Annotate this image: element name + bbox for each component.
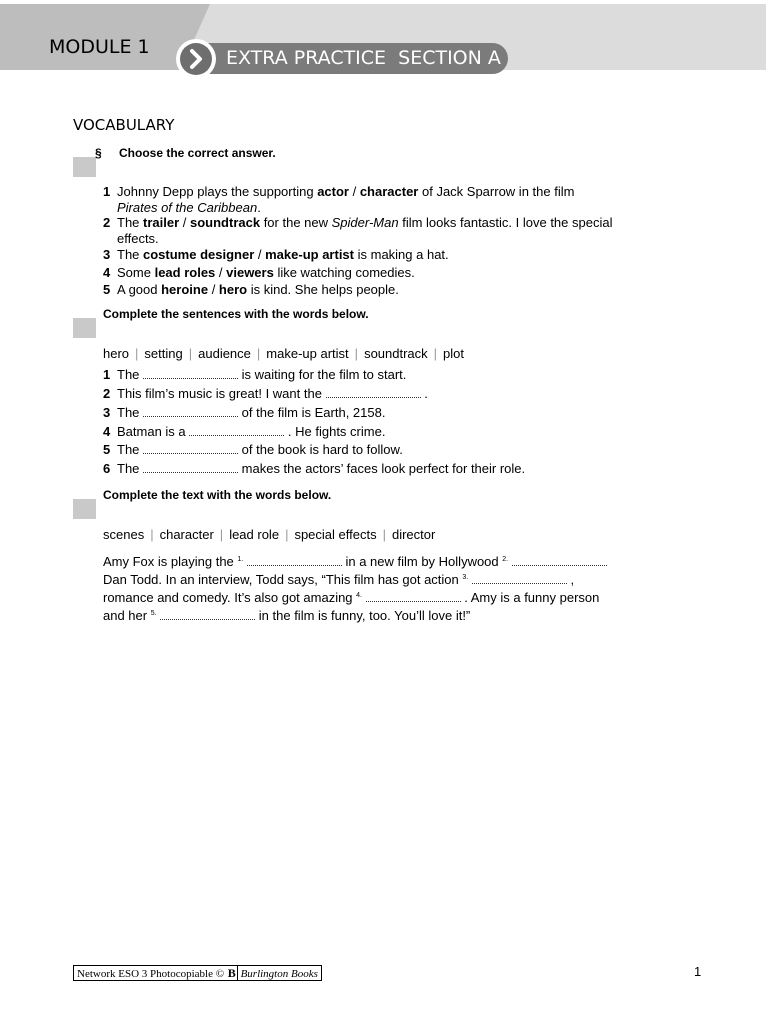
item-number: 1 <box>103 184 111 199</box>
footer-text: Network ESO 3 Photocopiable © <box>77 968 225 980</box>
exercise-3-line <box>103 569 574 589</box>
item-text-before: This film’s music is great! I want the <box>117 386 322 401</box>
item-number: 4 <box>103 265 111 280</box>
item-number: 3 <box>103 247 111 262</box>
item-text <box>117 424 617 440</box>
chevron-right-icon <box>180 43 212 75</box>
item-number: 5 <box>103 282 111 297</box>
word-bank-item: lead role <box>229 527 280 542</box>
item-number: 5 <box>103 442 111 457</box>
gap-number: 5. <box>150 610 157 617</box>
answer-option: heroine <box>161 282 209 297</box>
item-text-part: / <box>348 184 360 199</box>
item-text-part: is kind. She helps people. <box>247 282 399 297</box>
item-text-before: The <box>117 442 140 457</box>
item-text-after: is waiting for the film to start. <box>241 367 407 382</box>
text-segment: in the film is funny, too. You’ll love it!” <box>255 608 471 623</box>
item-text-before: The <box>117 461 140 476</box>
answer-blank <box>143 368 238 379</box>
item-number: 2 <box>103 386 111 401</box>
exercise-2-number-box <box>73 318 96 338</box>
answer-blank <box>143 406 238 417</box>
word-separator: | <box>135 346 139 361</box>
answer-blank <box>189 425 284 436</box>
answer-blank <box>512 555 607 566</box>
module-title: MODULE 1 <box>49 36 150 58</box>
item-text <box>117 442 617 458</box>
item-number: 1 <box>103 367 111 382</box>
item-text-part: A good <box>117 282 162 297</box>
item-text-after: of the film is Earth, 2158. <box>241 405 386 420</box>
burlington-logo-icon: B <box>227 966 236 980</box>
item-number: 2 <box>103 215 111 230</box>
exercise-3-word-bank <box>103 527 435 542</box>
exercise-2-instruction: Complete the sentences with the words below. <box>103 307 369 321</box>
item-text <box>117 247 617 263</box>
answer-blank <box>247 555 342 566</box>
item-text <box>117 367 617 383</box>
answer-option: character <box>359 184 419 199</box>
item-number: 3 <box>103 405 111 420</box>
word-separator: | <box>188 346 193 361</box>
gap-number: 1. <box>237 556 244 563</box>
exercise-3-number-box <box>73 499 96 519</box>
answer-blank <box>143 462 238 473</box>
bullet-icon: § <box>95 146 102 160</box>
answer-option: actor <box>317 184 349 199</box>
exercise-3-instruction: Complete the text with the words below. <box>103 488 332 502</box>
exercise-2-word-bank <box>103 346 464 361</box>
item-text-after: . He fights crime. <box>287 424 386 439</box>
word-separator: | <box>219 527 224 542</box>
answer-blank <box>366 591 461 602</box>
word-separator: | <box>285 527 289 542</box>
item-number: 4 <box>103 424 111 439</box>
item-text-part: of Jack Sparrow in the film <box>418 184 575 199</box>
word-bank-item: scenes <box>103 527 145 542</box>
word-bank-item: make-up artist <box>266 346 349 361</box>
item-text <box>117 405 617 421</box>
item-text-part: is making a hat. <box>354 247 449 262</box>
text-segment: romance and comedy. It’s also got amazing <box>103 590 357 605</box>
item-text <box>117 184 617 216</box>
item-text-part: for the new <box>260 215 332 230</box>
answer-option: soundtrack <box>190 215 261 230</box>
word-separator: | <box>382 527 386 542</box>
word-bank-item: audience <box>198 346 251 361</box>
item-text <box>117 265 617 281</box>
gap-number: 2. <box>502 556 509 563</box>
word-bank-item: character <box>159 527 214 542</box>
answer-option: viewers <box>226 265 274 280</box>
item-text-part: . <box>257 200 261 215</box>
answer-option: trailer <box>143 215 180 230</box>
text-segment: , <box>566 572 575 587</box>
item-text-part: / <box>254 247 266 262</box>
text-segment: Dan Todd. In an interview, Todd says, “This film has got action <box>103 572 463 587</box>
footer-copyright <box>73 965 322 981</box>
answer-option: lead roles <box>154 265 216 280</box>
item-text-part: Spider-Man <box>331 215 399 230</box>
answer-blank <box>143 443 238 454</box>
item-number: 6 <box>103 461 111 476</box>
answer-blank <box>472 573 567 584</box>
item-text-after: makes the actors’ faces look perfect for their role. <box>241 461 526 476</box>
word-bank-item: special effects <box>294 527 377 542</box>
word-separator: | <box>354 346 359 361</box>
item-text-before: The <box>117 405 140 420</box>
section-title: EXTRA PRACTICE SECTION A <box>226 47 501 69</box>
item-text-part: / <box>215 265 227 280</box>
word-bank-item: soundtrack <box>364 346 428 361</box>
gap-number: 4. <box>356 592 362 599</box>
exercise-3-line <box>103 605 470 625</box>
answer-blank <box>326 387 421 398</box>
item-text-part: Some <box>117 265 155 280</box>
word-separator: | <box>433 346 438 361</box>
item-text-part: / <box>208 282 219 297</box>
word-bank-item: hero <box>103 346 130 361</box>
word-separator: | <box>256 346 261 361</box>
page-number: 1 <box>694 964 702 979</box>
item-text-part: / <box>179 215 190 230</box>
item-text <box>117 215 617 247</box>
item-text-before: The <box>117 367 140 382</box>
exercise-1-number-box <box>73 157 96 177</box>
text-segment: . Amy is a funny person <box>460 590 600 605</box>
item-text <box>117 461 617 477</box>
answer-option: hero <box>218 282 248 297</box>
text-segment: in a new film by Hollywood <box>341 554 503 569</box>
item-text-after: . <box>424 386 428 401</box>
item-text-part: Pirates of the Caribbean <box>117 200 258 215</box>
vocabulary-heading: VOCABULARY <box>73 116 175 134</box>
item-text-part: The <box>117 215 144 230</box>
item-text-part: The <box>117 247 144 262</box>
item-text-after: of the book is hard to follow. <box>241 442 403 457</box>
item-text-part: like watching comedies. <box>273 265 415 280</box>
exercise-3-line <box>103 551 607 571</box>
word-bank-item: plot <box>443 346 465 361</box>
exercise-3-line <box>103 587 599 607</box>
item-text-before: Batman is a <box>117 424 186 439</box>
footer-publisher: Burlington Books <box>240 968 318 980</box>
word-bank-item: setting <box>144 346 183 361</box>
exercise-1-instruction: Choose the correct answer. <box>119 146 276 160</box>
item-text-part: Johnny Depp plays the supporting <box>117 184 318 199</box>
text-segment: and her <box>103 608 151 623</box>
text-segment: Amy Fox is playing the <box>103 554 238 569</box>
item-text-part: film looks fantastic. I love the special effects. <box>117 215 613 246</box>
item-text <box>117 282 617 298</box>
answer-option: make-up artist <box>265 247 354 262</box>
word-separator: | <box>150 527 154 542</box>
gap-number: 3. <box>462 574 469 581</box>
item-text <box>117 386 617 402</box>
answer-option: costume designer <box>143 247 255 262</box>
word-bank-item: director <box>391 527 436 542</box>
answer-blank <box>160 609 255 620</box>
